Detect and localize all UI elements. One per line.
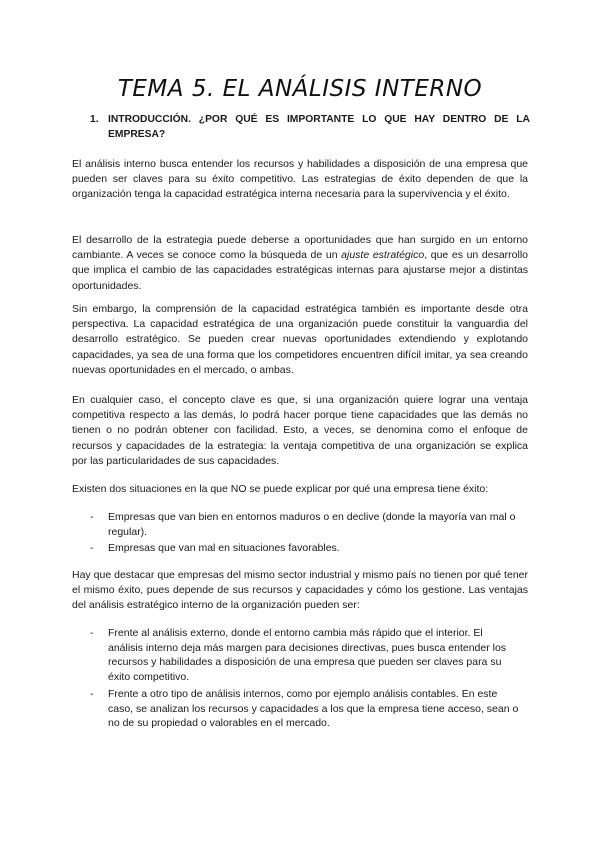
situations-list (90, 510, 520, 558)
advantages-list (90, 626, 520, 733)
list-item (90, 541, 520, 556)
paragraph-1: El análisis interno busca entender los recursos y habilidades a disposición de una empresa que pueden ser claves para su éxito competitivo. Las estrategias de éxito dependen de que la organización tenga la capacidad estratégica interna necesaria para la supervivencia y el éxito. (72, 158, 528, 201)
list-item-text: Frente al análisis externo, donde el entorno cambia más rápido que el interior. El análisis interno deja más margen para decisiones directivas, pues busca entender los recursos y habilidades a disposición de una empresa que pueden ser claves para su éxito competitivo. (108, 627, 507, 684)
section-number: 1. (90, 114, 99, 125)
paragraph-4: En cualquier caso, el concepto clave es que, si una organización quiere lograr una ventaja competitiva respecto a las demás, lo podrá hacer porque tiene capacidades que las demás no tienen o no podrán obtener con facilidad. Esto, a veces, se denomina como el enfoque de recursos y capacidades de la estrategia: la ventaja competitiva de una organización se explica por las particularidades de sus capacidades. (72, 394, 528, 467)
dash-bullet: - (90, 687, 94, 700)
section-heading-text: INTRODUCCIÓN. ¿POR QUÉ ES IMPORTANTE LO QUE HAY DENTRO DE LA EMPRESA? (108, 114, 530, 140)
paragraph-5: Existen dos situaciones en la que NO se puede explicar por qué una empresa tiene éxito: (72, 483, 489, 495)
list-item (90, 626, 520, 685)
list-item-text: Empresas que van mal en situaciones favorables. (108, 542, 340, 555)
dash-bullet: - (90, 627, 94, 639)
paragraph-2-text-end: , que es un desarrollo que implica el cambio de las capacidades estratégicas internas para ajustarse mejor a distintas oportunidades. (72, 249, 528, 292)
list-item (90, 687, 520, 731)
paragraph-3: Sin embargo, la comprensión de la capacidad estratégica también es importante desde otra perspectiva. La capacidad estratégica de una organización puede constituir la vanguardia del desarrollo estratégico. Se pueden crear nuevas oportunidades extendiendo y explotando capacidades, ya sea de una forma que los competidores encuentren difícil imitar, ya sea creando nuevas oportunidades en el mercado, o ambas. (72, 303, 528, 376)
dash-bullet: - (90, 511, 94, 523)
paragraph-2-emphasis: ajuste estratégico (341, 249, 425, 262)
list-item-text: Empresas que van bien en entornos maduros o en declive (donde la mayoría van mal o regular). (108, 511, 516, 538)
list-item-text: Frente a otro tipo de análisis internos, como por ejemplo análisis contables. En este caso, se analizan los recursos y capacidades a los que la empresa tiene acceso, sean o no de su propiedad o valorables en el mercado. (108, 687, 519, 730)
paragraph-2 (72, 233, 528, 294)
list-item (90, 510, 520, 539)
page-title: TEMA 5. EL ANÁLISIS INTERNO (117, 76, 483, 102)
dash-bullet: - (90, 542, 94, 555)
paragraph-6: Hay que destacar que empresas del mismo sector industrial y mismo país no tienen por qué tener el mismo éxito, pues depende de sus recursos y capacidades y cómo los gestione. Las ventajas del análisis estratégico interno de la organización pueden ser: (72, 569, 528, 612)
paragraph-2-text-start: El desarrollo de la estrategia puede deberse a oportunidades que han surgido en un entorno cambiante. A veces se conoce como la búsqueda de un (72, 234, 528, 262)
section-heading (90, 112, 530, 142)
